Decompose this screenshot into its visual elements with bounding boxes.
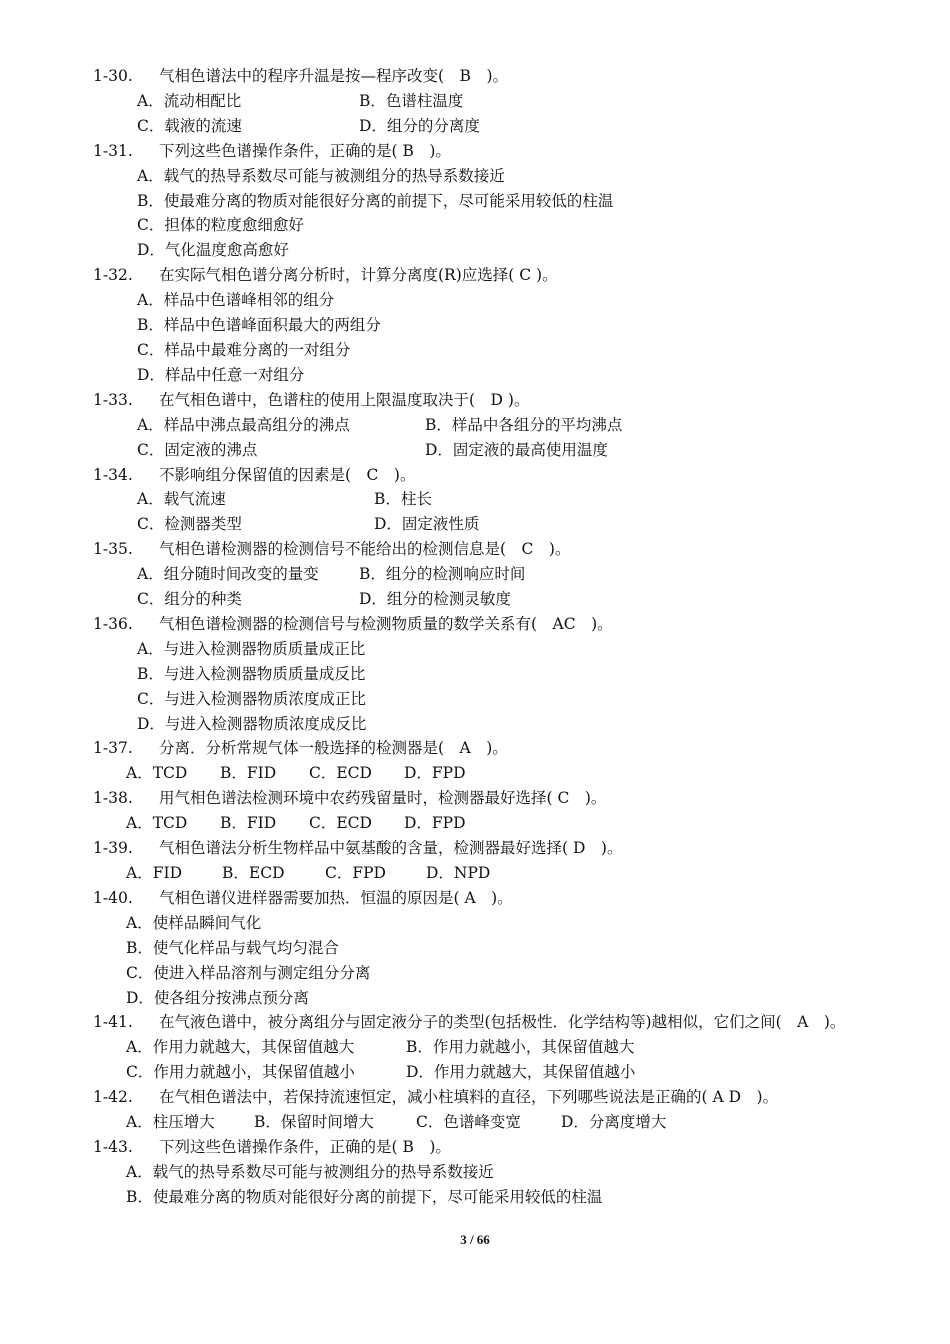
option: A．作用力就越大，其保留值越大 [126, 1038, 355, 1057]
option: B．组分的检测响应时间 [359, 565, 526, 584]
question-number: 1-39. [93, 839, 133, 858]
option-row [93, 587, 933, 612]
option: A．流动相配比 [137, 91, 242, 110]
question-text: 在气相色谱法中，若保持流速恒定，减小柱填料的直径，下列哪些说法是正确的( A D )。 [159, 1088, 779, 1107]
option: B．使最难分离的物质对能很好分离的前提下，尽可能采用较低的柱温 [126, 1187, 603, 1206]
option-row [93, 637, 933, 662]
question-list [93, 64, 933, 1210]
option-row [93, 288, 933, 313]
option: B．FID [220, 814, 277, 833]
option: D．固定液性质 [374, 515, 480, 534]
option-row [93, 1185, 933, 1210]
question-number: 1-34. [93, 465, 133, 484]
option: B．柱长 [374, 490, 432, 509]
option-row [93, 164, 933, 189]
option: C．固定液的沸点 [137, 440, 258, 459]
option-row [93, 562, 933, 587]
question-block [93, 786, 933, 836]
question-text: 不影响组分保留值的因素是( C )。 [159, 465, 416, 484]
option: C．载液的流速 [137, 116, 242, 135]
question-number: 1-30. [93, 67, 133, 85]
option: B．使气化样品与载气均匀混合 [126, 938, 339, 957]
option: D．FPD [404, 764, 466, 783]
option: D．分离度增大 [561, 1113, 667, 1132]
option: B．ECD [222, 864, 285, 882]
option: D．样品中任意一对组分 [137, 365, 305, 384]
question-block [93, 886, 933, 1011]
option: C．与进入检测器物质浓度成正比 [137, 689, 366, 708]
option: C．使进入样品溶剂与测定组分分离 [126, 963, 371, 982]
question-block [93, 836, 933, 886]
option: B．色谱柱温度 [359, 91, 464, 110]
option: C．担体的粒度愈细愈好 [137, 216, 304, 235]
option: A．载气流速 [137, 490, 226, 509]
option: C．作用力就越小，其保留值越小 [126, 1063, 355, 1082]
question-block [93, 537, 933, 612]
question-line [93, 139, 933, 164]
option: D．与进入检测器物质浓度成反比 [137, 714, 367, 733]
option: A．载气的热导系数尽可能与被测组分的热导系数接近 [137, 166, 505, 185]
question-number: 1-42. [93, 1088, 133, 1107]
option-row [93, 313, 933, 338]
question-number: 1-37. [93, 739, 133, 758]
option: B．使最难分离的物质对能很好分离的前提下，尽可能采用较低的柱温 [137, 191, 614, 210]
question-line [93, 1010, 933, 1035]
option: D．FPD [404, 814, 466, 833]
option-row [93, 89, 933, 114]
option: B．样品中各组分的平均沸点 [425, 415, 623, 434]
option: A．TCD [126, 764, 188, 783]
option: D．固定液的最高使用温度 [425, 440, 608, 459]
question-line [93, 612, 933, 637]
option-row [93, 1060, 933, 1085]
question-line [93, 836, 933, 861]
option-row [93, 238, 933, 263]
option: A．与进入检测器物质质量成正比 [137, 639, 366, 658]
option: A．TCD [126, 814, 188, 833]
question-line [93, 537, 933, 562]
option: C．ECD [309, 764, 372, 783]
question-number: 1-36. [93, 614, 133, 633]
question-number: 1-41. [93, 1013, 133, 1032]
question-text: 气相色谱法分析生物样品中氨基酸的含量，检测器最好选择( D )。 [159, 839, 623, 858]
question-text: 气相色谱检测器的检测信号不能给出的检测信息是( C )。 [159, 540, 571, 559]
question-line [93, 388, 933, 413]
question-line [93, 463, 933, 488]
option-row [93, 936, 933, 961]
question-text: 用气相色谱法检测环境中农药残留量时，检测器最好选择( C )。 [159, 789, 607, 808]
option: C．检测器类型 [137, 515, 242, 534]
question-line [93, 736, 933, 761]
question-block [93, 388, 933, 463]
question-line [93, 1135, 933, 1160]
option-row [93, 114, 933, 139]
question-block [93, 139, 933, 264]
option-row [93, 338, 933, 363]
option: B．保留时间增大 [254, 1113, 374, 1132]
question-number: 1-35. [93, 540, 133, 559]
question-line [93, 263, 933, 288]
question-text: 气相色谱仪进样器需要加热．恒温的原因是( A )。 [159, 888, 513, 907]
question-line [93, 886, 933, 911]
page-number: 3 / 66 [460, 1232, 490, 1247]
option: D．组分的分离度 [359, 116, 480, 135]
option-row [93, 1160, 933, 1185]
question-block [93, 736, 933, 786]
option-row [93, 687, 933, 712]
question-text: 在气相色谱中，色谱柱的使用上限温度取决于( D )。 [159, 390, 530, 409]
option: D．NPD [426, 864, 491, 882]
option: C．色谱峰变宽 [416, 1113, 521, 1132]
question-text: 下列这些色谱操作条件，正确的是( B )。 [159, 141, 451, 160]
option: B．样品中色谱峰面积最大的两组分 [137, 316, 381, 335]
option-row [93, 487, 933, 512]
question-text: 气相色谱法中的程序升温是按—程序改变( B )。 [159, 67, 508, 85]
question-number: 1-40. [93, 888, 133, 907]
option-row [93, 712, 933, 737]
option: A．组分随时间改变的量变 [137, 565, 319, 584]
option: A．FID [126, 864, 182, 882]
option: A．载气的热导系数尽可能与被测组分的热导系数接近 [126, 1162, 494, 1181]
option: D．使各组分按沸点预分离 [126, 988, 309, 1007]
option-row [93, 861, 933, 886]
option: A．柱压增大 [126, 1113, 215, 1132]
option-row [93, 1035, 933, 1060]
question-block [93, 612, 933, 737]
option: A．样品中色谱峰相邻的组分 [137, 291, 335, 310]
option-row [93, 1110, 933, 1135]
question-number: 1-33. [93, 390, 133, 409]
question-number: 1-43. [93, 1137, 133, 1156]
option-row [93, 413, 933, 438]
option: D．组分的检测灵敏度 [359, 590, 511, 609]
question-number: 1-38. [93, 789, 133, 808]
option-row [93, 189, 933, 214]
question-line [93, 786, 933, 811]
option-row [93, 363, 933, 388]
option-row [93, 986, 933, 1011]
question-block [93, 1085, 933, 1135]
option: A．样品中沸点最高组分的沸点 [137, 415, 350, 434]
option: C．FPD [325, 864, 386, 882]
question-number: 1-31. [93, 141, 133, 160]
question-number: 1-32. [93, 266, 133, 285]
option-row [93, 213, 933, 238]
option-row [93, 438, 933, 463]
question-text: 下列这些色谱操作条件，正确的是( B )。 [159, 1137, 451, 1156]
option: B．FID [220, 764, 277, 783]
option: C．ECD [309, 814, 372, 833]
question-text: 在气液色谱中，被分离组分与固定液分子的类型(包括极性．化学结构等)越相似，它们之间( A )。 [159, 1013, 846, 1032]
option-row [93, 662, 933, 687]
question-text: 分离．分析常规气体一般选择的检测器是( A )。 [159, 739, 508, 758]
question-block [93, 463, 933, 538]
question-block [93, 1135, 933, 1210]
question-block [93, 64, 933, 139]
option: D．作用力就越大，其保留值越小 [406, 1063, 636, 1082]
option-row [93, 811, 933, 836]
option: B．与进入检测器物质质量成反比 [137, 664, 366, 683]
option-row [93, 961, 933, 986]
option-row [93, 512, 933, 537]
option: A．使样品瞬间气化 [126, 913, 262, 932]
question-text: 在实际气相色谱分离分析时，计算分离度(R)应选择( C )。 [159, 266, 558, 285]
question-text: 气相色谱检测器的检测信号与检测物质量的数学关系有( AC )。 [159, 614, 613, 633]
option: D．气化温度愈高愈好 [137, 241, 289, 260]
question-line [93, 64, 933, 89]
question-line [93, 1085, 933, 1110]
option-row [93, 761, 933, 786]
option: C．样品中最难分离的一对组分 [137, 340, 351, 359]
question-block [93, 1010, 933, 1085]
option: C．组分的种类 [137, 590, 242, 609]
question-block [93, 263, 933, 388]
option: B．作用力就越小，其保留值越大 [406, 1038, 635, 1057]
option-row [93, 911, 933, 936]
